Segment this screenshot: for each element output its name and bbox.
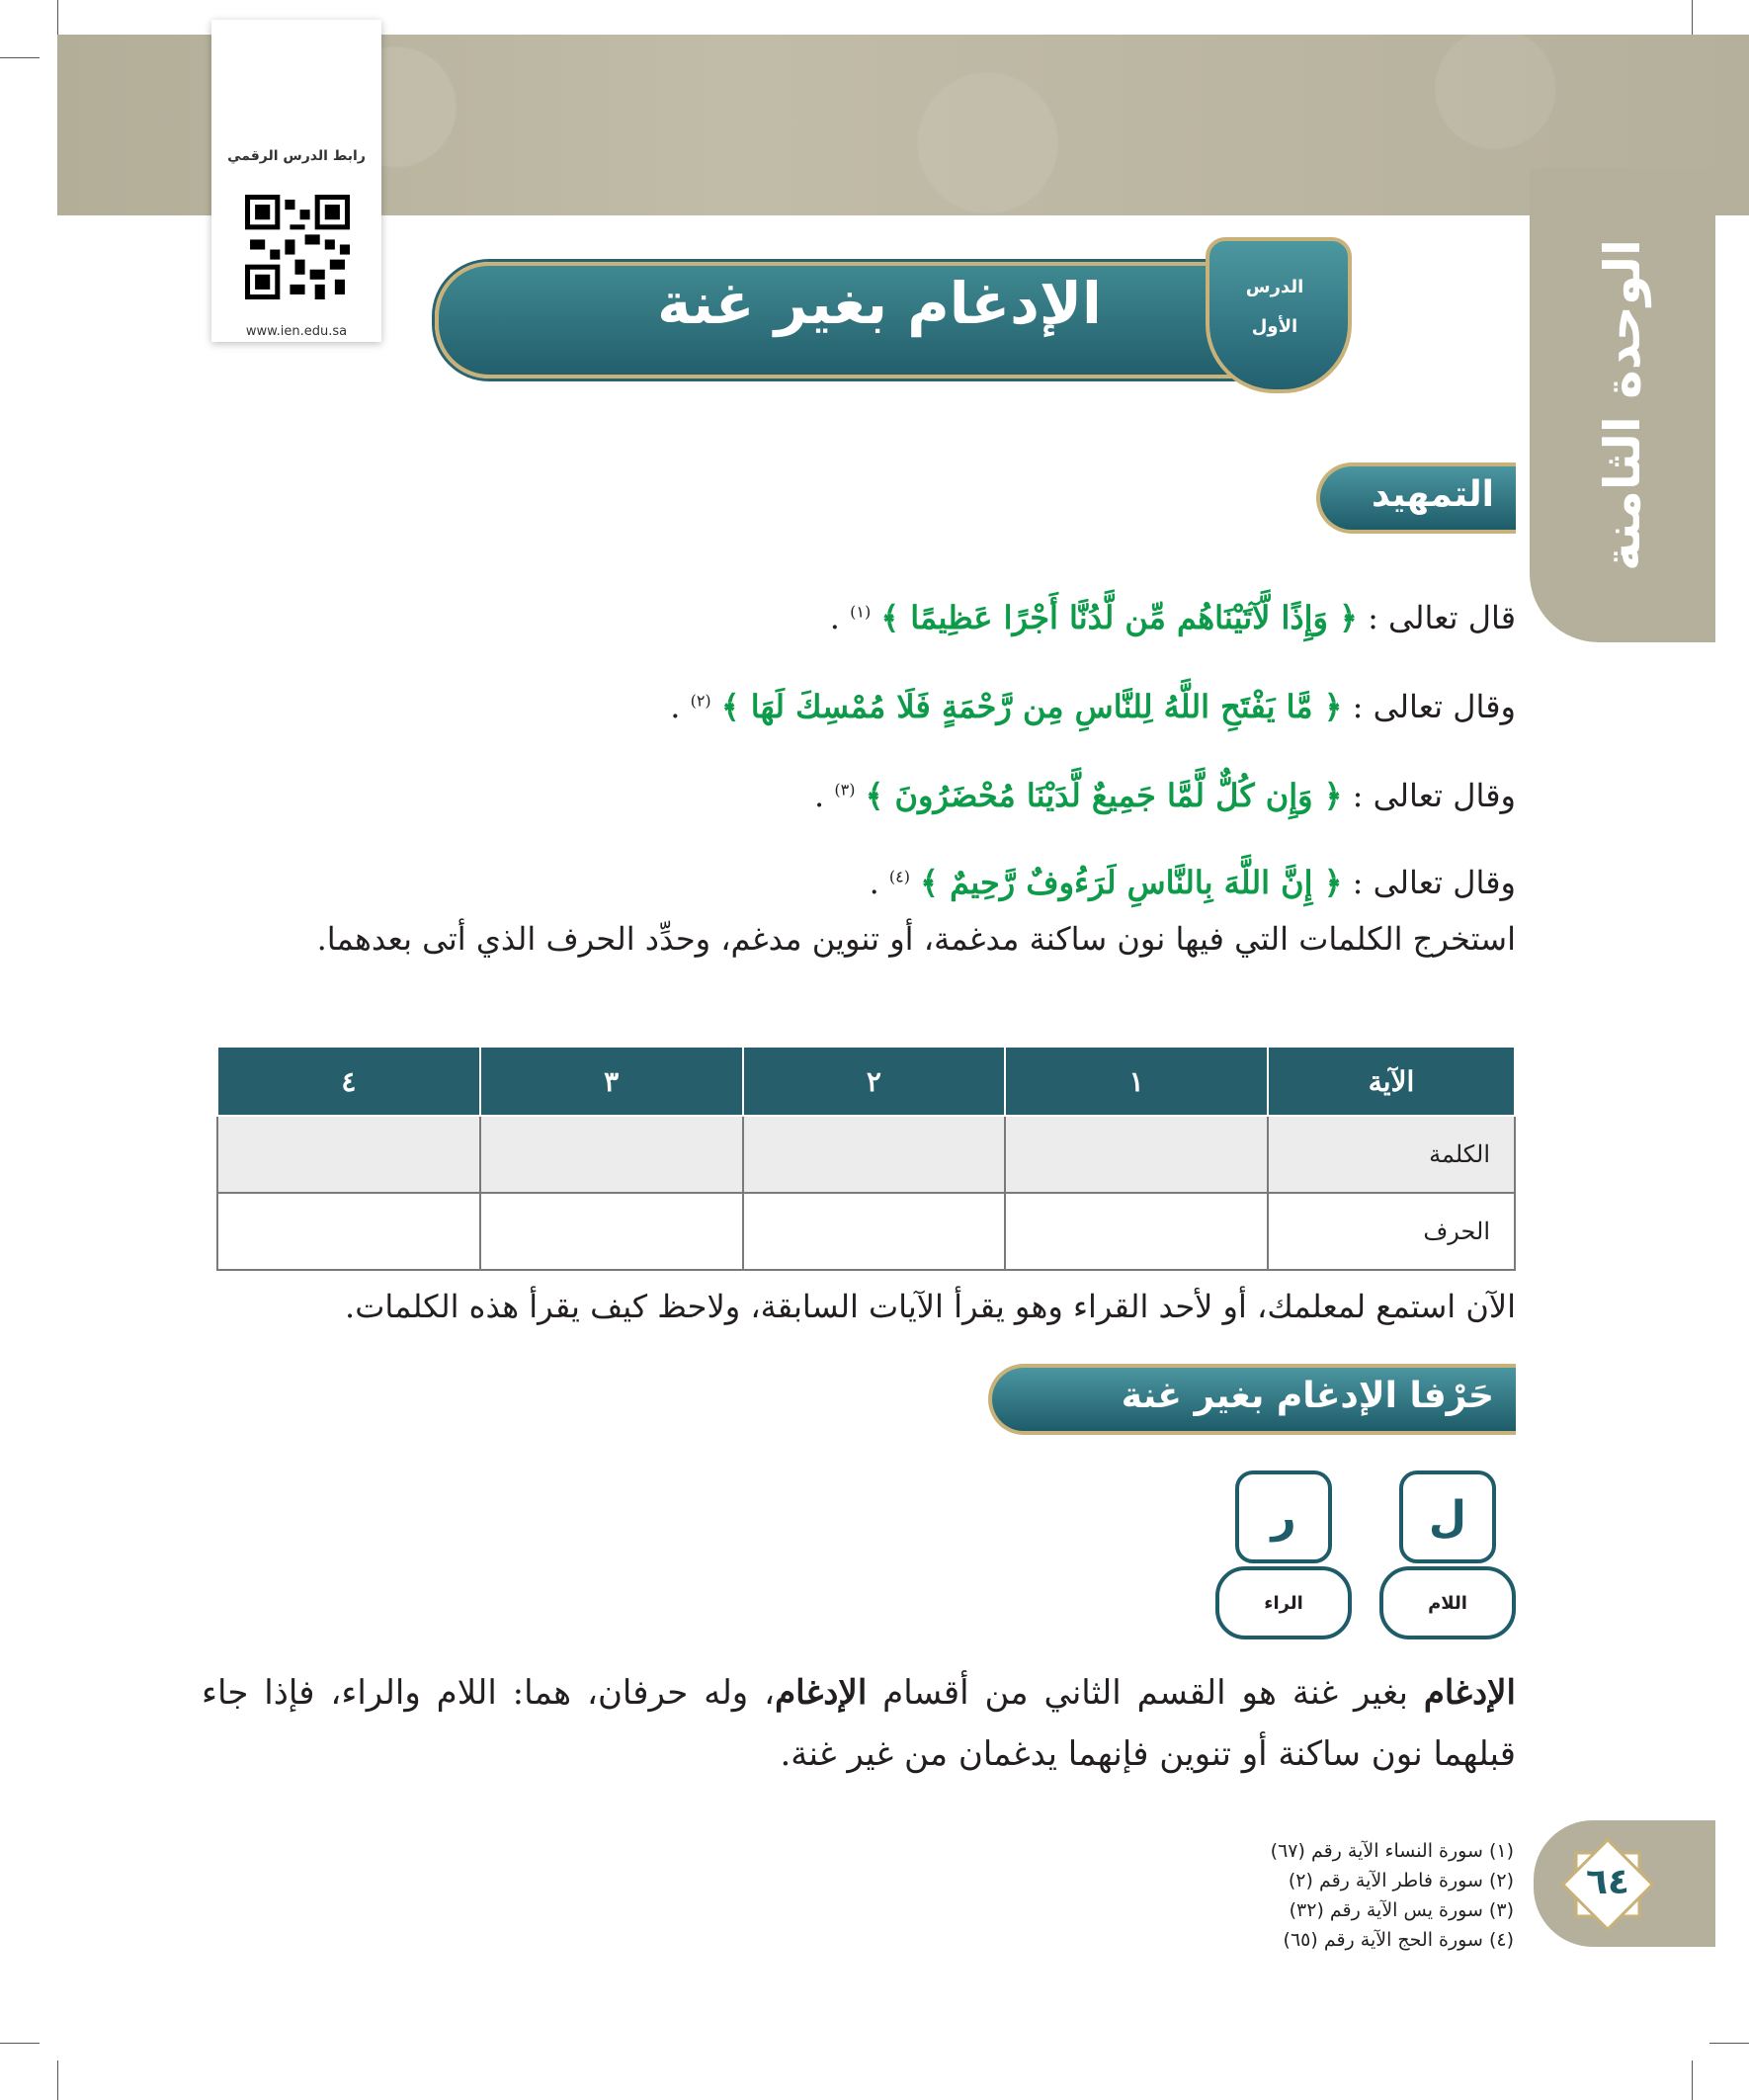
footnote-ref: (٢) bbox=[690, 691, 711, 711]
letter-lam-name: اللام bbox=[1379, 1566, 1516, 1639]
crop-mark bbox=[0, 57, 40, 58]
quran-verse: ﴿ وَإِذًا لَّآتَيْنَاهُم مِّن لَّدُنَّا أَجْرًا عَظِيمًا ﴾ bbox=[880, 599, 1358, 636]
table-header-row bbox=[217, 1047, 1515, 1116]
intro-header bbox=[1316, 462, 1516, 534]
listen-text: الآن استمع لمعلمك، أو لأحد القراء وهو يقرأ الآيات السابقة، ولاحظ كيف يقرأ هذه الكلمات. bbox=[345, 1288, 1516, 1325]
answer-cell[interactable] bbox=[743, 1193, 1006, 1270]
letter-lam-box: ل bbox=[1399, 1470, 1496, 1563]
table-row bbox=[217, 1116, 1515, 1193]
answer-cell[interactable] bbox=[217, 1116, 480, 1193]
qr-label: رابط الدرس الرقمي bbox=[227, 148, 366, 164]
verse-line-3 bbox=[814, 777, 1516, 814]
verse-line-4 bbox=[870, 864, 1516, 901]
unit-title bbox=[1530, 198, 1715, 613]
quran-verse: ﴿ مَّا يَفْتَحِ اللَّهُ لِلنَّاسِ مِن رَّحْمَةٍ فَلَا مُمْسِكَ لَهَا ﴾ bbox=[720, 688, 1343, 725]
footnote-ref: (١) bbox=[850, 602, 872, 622]
table-header: ٤ bbox=[217, 1047, 480, 1116]
qr-code-icon[interactable] bbox=[245, 183, 350, 311]
answer-cell[interactable] bbox=[1005, 1116, 1268, 1193]
verse-prefix: وقال تعالى : bbox=[1342, 864, 1516, 901]
crop-mark bbox=[57, 2060, 58, 2100]
crop-mark bbox=[1692, 0, 1693, 40]
verse-line-1 bbox=[830, 599, 1516, 636]
footnote: (٢) سورة فاطر الآية رقم (٢) bbox=[1288, 1870, 1514, 1891]
page-number-badge bbox=[1559, 1836, 1656, 1933]
unit-title-text: الوحدة الثامنة bbox=[1594, 239, 1651, 571]
footnote-ref: (٤) bbox=[888, 867, 910, 886]
crop-mark bbox=[0, 2043, 40, 2044]
verse-suffix: . bbox=[869, 864, 889, 901]
lesson-badge bbox=[1206, 237, 1344, 405]
table-header: الآية bbox=[1268, 1047, 1515, 1116]
quran-verse: ﴿ إِنَّ اللَّهَ بِالنَّاسِ لَرَءُوفٌ رَّحِيمٌ ﴾ bbox=[920, 864, 1343, 901]
definition-part: بغير غنة هو القسم الثاني من أقسام bbox=[867, 1673, 1424, 1713]
answer-cell[interactable] bbox=[1005, 1193, 1268, 1270]
qr-url[interactable]: www.ien.edu.sa bbox=[245, 324, 348, 339]
table-header: ١ bbox=[1005, 1047, 1268, 1116]
definition-term: الإدغام bbox=[1423, 1673, 1516, 1713]
answer-cell[interactable] bbox=[743, 1116, 1006, 1193]
footnote-ref: (٣) bbox=[834, 780, 856, 799]
verse-prefix: قال تعالى : bbox=[1357, 599, 1516, 636]
crop-mark bbox=[57, 0, 58, 40]
footnote: (١) سورة النساء الآية رقم (٦٧) bbox=[1270, 1840, 1514, 1862]
row-label: الحرف bbox=[1268, 1193, 1515, 1270]
verse-suffix: . bbox=[670, 688, 691, 725]
letter-ra-name: الراء bbox=[1215, 1566, 1352, 1639]
footnote: (٤) سورة الحج الآية رقم (٦٥) bbox=[1283, 1929, 1514, 1951]
answer-cell[interactable] bbox=[480, 1116, 743, 1193]
verse-suffix: . bbox=[829, 599, 851, 636]
definition-text bbox=[202, 1662, 1516, 1785]
instruction-text: استخرج الكلمات التي فيها نون ساكنة مدغمة، أو تنوين مدغم، وحدِّد الحرف الذي أتى بعدهما. bbox=[316, 920, 1516, 958]
row-label: الكلمة bbox=[1268, 1116, 1515, 1193]
quran-verse: ﴿ وَإِن كُلٌّ لَّمَّا جَمِيعٌ لَّدَيْنَا مُحْضَرُونَ ﴾ bbox=[865, 777, 1343, 814]
verse-line-2 bbox=[670, 688, 1516, 725]
footnotes bbox=[1271, 1836, 1514, 1955]
letters-header-text: حَرْفا الإدغام بغير غنة bbox=[1121, 1376, 1494, 1416]
table-row bbox=[217, 1193, 1515, 1270]
answer-cell[interactable] bbox=[217, 1193, 480, 1270]
lesson-badge-label: الدرس bbox=[1245, 277, 1304, 297]
lesson-title: الإدغام بغير غنة bbox=[657, 270, 1102, 337]
qr-card[interactable] bbox=[211, 20, 381, 342]
letters-header bbox=[988, 1364, 1516, 1435]
answer-cell[interactable] bbox=[480, 1193, 743, 1270]
definition-part: ، وله حرفان، هما: اللام والراء، فإذا جاء قبلهما نون ساكنة أو تنوين فإنهما يدغمان من غير غنة. bbox=[202, 1673, 1516, 1774]
table-header: ٣ bbox=[480, 1047, 743, 1116]
crop-mark bbox=[1692, 2060, 1693, 2100]
crop-mark bbox=[1709, 2043, 1749, 2044]
table-header: ٢ bbox=[743, 1047, 1006, 1116]
letter-ra-box: ر bbox=[1235, 1470, 1332, 1563]
footnote: (٣) سورة يس الآية رقم (٣٢) bbox=[1289, 1899, 1514, 1921]
lesson-badge-shape bbox=[1206, 237, 1352, 393]
page-number: ٦٤ bbox=[1586, 1862, 1629, 1902]
verse-prefix: وقال تعالى : bbox=[1342, 777, 1516, 814]
verse-suffix: . bbox=[814, 777, 835, 814]
words-table bbox=[216, 1046, 1516, 1271]
definition-term: الإدغام bbox=[775, 1673, 868, 1713]
verse-prefix: وقال تعالى : bbox=[1342, 688, 1516, 725]
intro-header-text: التمهيد bbox=[1372, 474, 1494, 515]
lesson-badge-number: الأول bbox=[1251, 316, 1298, 337]
